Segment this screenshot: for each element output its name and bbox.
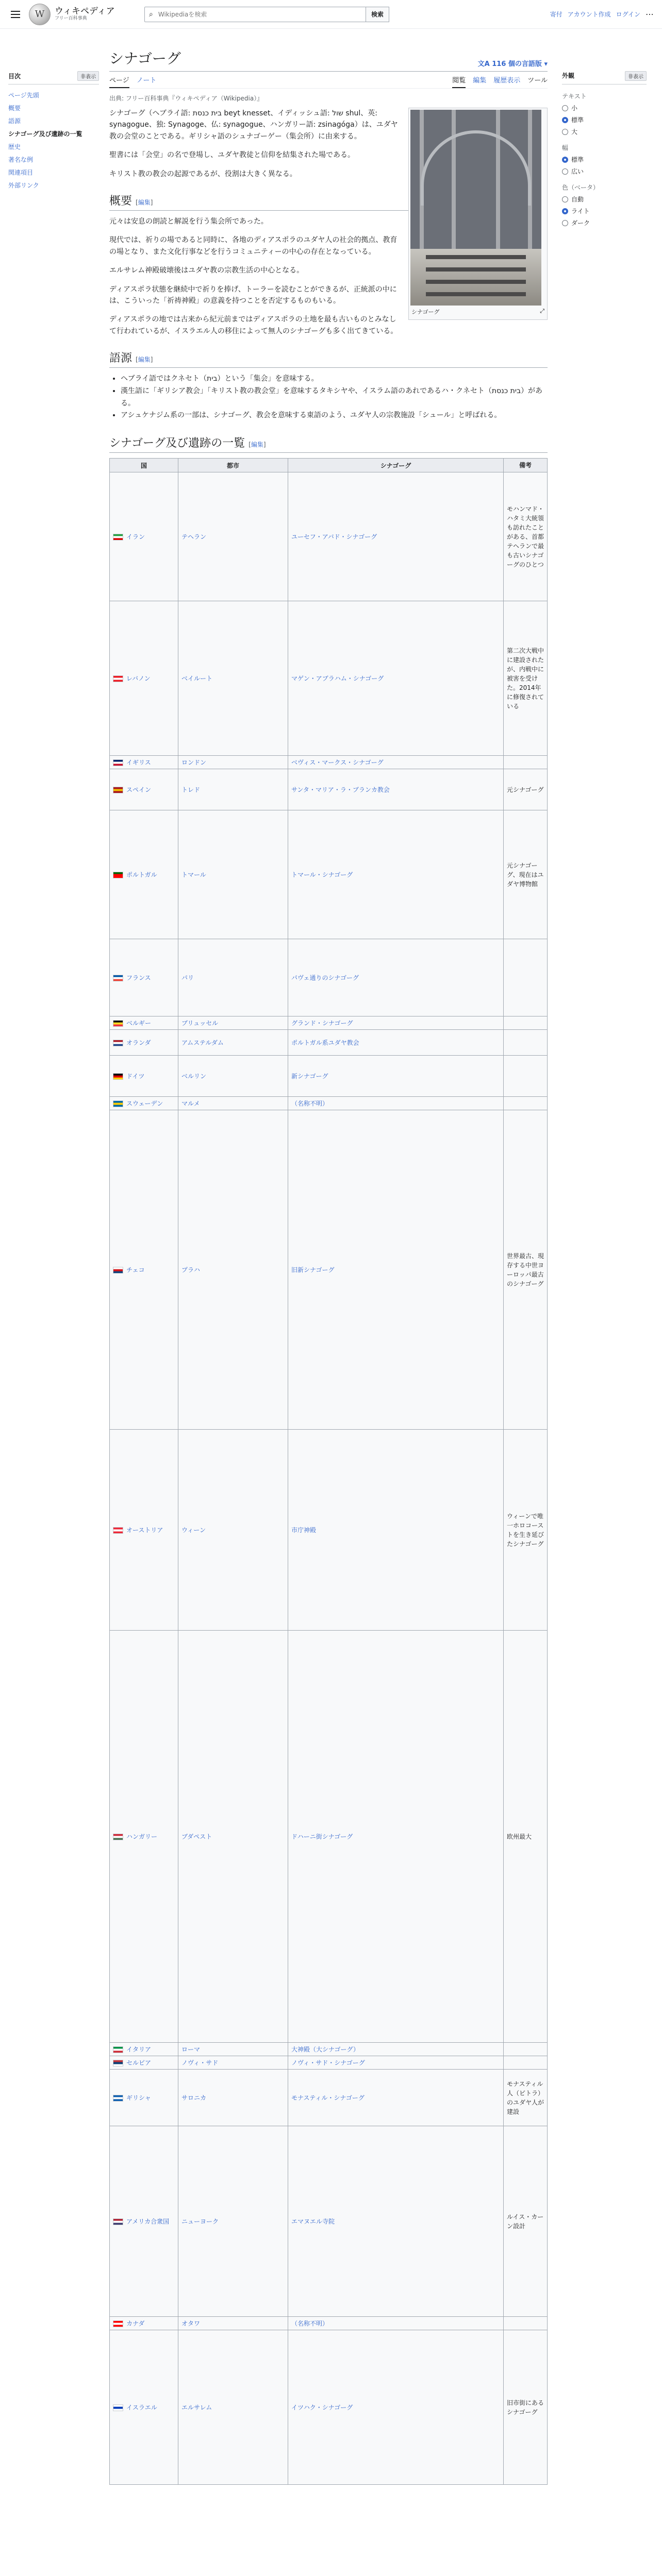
table-row bbox=[110, 1097, 548, 1110]
source-line: 出典: フリー百科事典『ウィキペディア（Wikipedia）』 bbox=[109, 95, 263, 102]
table-row bbox=[110, 2056, 548, 2070]
country-flag-icon bbox=[113, 2404, 123, 2411]
synagogue-cell bbox=[288, 601, 504, 756]
toc-title: 目次 bbox=[8, 73, 21, 80]
country-link[interactable]: ギリシャ bbox=[126, 2094, 151, 2102]
synagogue-link[interactable]: マゲン・アブラハム・シナゴーグ bbox=[291, 675, 384, 683]
tab-page[interactable]: ページ bbox=[109, 75, 129, 88]
country-link[interactable]: ドイツ bbox=[126, 1073, 145, 1080]
column-header-country[interactable]: 国 bbox=[110, 459, 178, 472]
article-content bbox=[109, 29, 548, 2485]
country-link[interactable]: イスラエル bbox=[126, 2404, 157, 2412]
synagogue-table bbox=[109, 458, 548, 2485]
synagogue-cell bbox=[288, 1110, 504, 1430]
country-flag-icon bbox=[113, 1834, 123, 1840]
width-wide-option[interactable]: 広い bbox=[562, 167, 647, 176]
page-tabs bbox=[109, 72, 548, 89]
section-etymology-heading: 語源 [編集] bbox=[109, 349, 548, 368]
synagogue-cell bbox=[288, 810, 504, 939]
city-link[interactable]: オタワ bbox=[181, 2320, 201, 2328]
table-row bbox=[110, 1056, 548, 1097]
synagogue-cell bbox=[288, 2126, 504, 2317]
width-label: 幅 bbox=[562, 144, 569, 151]
city-cell bbox=[178, 2056, 288, 2070]
synagogue-link[interactable]: グランド・シナゴーグ bbox=[291, 1020, 353, 1027]
city-link[interactable]: ブダペスト bbox=[181, 1833, 212, 1841]
country-link[interactable]: オーストリア bbox=[126, 1527, 163, 1534]
table-row bbox=[110, 2126, 548, 2317]
country-link[interactable]: イラン bbox=[126, 533, 145, 541]
country-cell bbox=[110, 2330, 178, 2485]
city-cell bbox=[178, 2126, 288, 2317]
country-flag-icon bbox=[113, 1100, 123, 1107]
city-cell bbox=[178, 1430, 288, 1631]
color-label: 色（ベータ） bbox=[562, 184, 600, 191]
image-caption: シナゴーグ bbox=[411, 309, 440, 315]
list-item: • 漢生語に「ギリシア教会」「キリスト教の教会堂」を意味するタキシヤや、イスラム語のあれであるハ・クネセト（בית כנסת）がある。 bbox=[121, 385, 548, 410]
country-flag-icon bbox=[113, 1527, 123, 1534]
site-logo[interactable] bbox=[29, 4, 132, 25]
synagogue-cell bbox=[288, 1056, 504, 1097]
synagogue-cell bbox=[288, 1631, 504, 2043]
tab-history[interactable]: 履歴表示 bbox=[493, 77, 521, 84]
table-row bbox=[110, 2043, 548, 2056]
city-cell bbox=[178, 1016, 288, 1030]
country-link[interactable]: カナダ bbox=[126, 2320, 145, 2328]
city-cell bbox=[178, 939, 288, 1016]
synagogue-photo[interactable] bbox=[410, 110, 541, 306]
table-row bbox=[110, 769, 548, 810]
search-box bbox=[144, 7, 366, 22]
city-cell bbox=[178, 756, 288, 769]
table-row bbox=[110, 2330, 548, 2485]
synagogue-cell bbox=[288, 2330, 504, 2485]
logo-subtitle: フリー百科事典 bbox=[55, 15, 87, 21]
search-button[interactable]: 検索 bbox=[366, 7, 389, 22]
notes-cell: モハンマド・ハタミ大統領も訪れたことがある、首都テヘランで最も古いシナゴーグのひとつ bbox=[504, 472, 548, 601]
edit-list-link[interactable]: 編集 bbox=[251, 441, 263, 449]
notes-cell: 第二次大戦中に建設されたが、内戦中に被害を受けた。2014年に修復されている bbox=[504, 601, 548, 756]
country-link[interactable]: フランス bbox=[126, 974, 151, 982]
synagogue-link[interactable]: サンタ・マリア・ラ・ブランカ教会 bbox=[291, 786, 390, 794]
synagogue-link[interactable]: モナスティル・シナゴーグ bbox=[291, 2094, 365, 2102]
country-flag-icon bbox=[113, 2095, 123, 2102]
column-header-synagogue[interactable]: シナゴーグ bbox=[288, 459, 504, 472]
city-link[interactable]: アムステルダム bbox=[181, 1039, 224, 1047]
synagogue-link[interactable]: トマール・シナゴーグ bbox=[291, 871, 353, 879]
synagogue-cell bbox=[288, 472, 504, 601]
notes-cell bbox=[504, 2056, 548, 2070]
donate-link[interactable]: 寄付 bbox=[550, 11, 562, 18]
edit-overview-link[interactable]: 編集 bbox=[138, 198, 151, 206]
city-link[interactable]: サロニカ bbox=[181, 2094, 207, 2102]
table-row bbox=[110, 1110, 548, 1430]
column-header-city[interactable]: 都市 bbox=[178, 459, 288, 472]
header bbox=[0, 0, 662, 29]
city-cell bbox=[178, 601, 288, 756]
country-flag-icon bbox=[113, 1020, 123, 1027]
table-row bbox=[110, 756, 548, 769]
tab-talk[interactable]: ノート bbox=[136, 77, 157, 84]
city-link[interactable]: ノヴィ・サド bbox=[181, 2059, 219, 2067]
country-cell bbox=[110, 1030, 178, 1056]
notes-cell: モナスティル人（ビトラ）のユダヤ人が建設 bbox=[504, 2070, 548, 2126]
synagogue-link[interactable]: 新シナゴーグ bbox=[291, 1073, 328, 1080]
country-flag-icon bbox=[113, 787, 123, 793]
notes-cell bbox=[504, 1097, 548, 1110]
synagogue-link[interactable]: ノヴィ・サド・シナゴーグ bbox=[291, 2059, 365, 2067]
city-cell bbox=[178, 2317, 288, 2330]
synagogue-cell bbox=[288, 1097, 504, 1110]
country-cell bbox=[110, 2317, 178, 2330]
country-link[interactable]: スウェーデン bbox=[126, 1100, 163, 1108]
city-cell bbox=[178, 2070, 288, 2126]
wikipedia-globe-icon: W bbox=[29, 4, 51, 25]
notes-cell: ルイス・カーン設計 bbox=[504, 2126, 548, 2317]
toc-item-history[interactable]: 歴史 bbox=[8, 143, 21, 150]
city-link[interactable]: トレド bbox=[181, 786, 201, 794]
country-cell bbox=[110, 2070, 178, 2126]
notes-cell bbox=[504, 939, 548, 1016]
country-link[interactable]: ハンガリー bbox=[126, 1833, 158, 1841]
user-links bbox=[550, 9, 654, 19]
notes-cell: 元シナゴーグ、現在はユダヤ博物館 bbox=[504, 810, 548, 939]
main-menu-icon[interactable] bbox=[8, 7, 23, 22]
more-options-icon[interactable]: ⋯ bbox=[646, 9, 654, 19]
tab-tools[interactable]: ツール bbox=[527, 77, 548, 84]
table-row bbox=[110, 601, 548, 756]
toc-item-overview[interactable]: 概要 bbox=[8, 105, 21, 112]
notes-cell: 旧市街にあるシナゴーグ bbox=[504, 2330, 548, 2485]
toc-item-external[interactable]: 外部リンク bbox=[8, 182, 39, 189]
city-cell bbox=[178, 472, 288, 601]
city-link[interactable]: ロンドン bbox=[181, 759, 207, 767]
synagogue-cell bbox=[288, 2317, 504, 2330]
synagogue-cell bbox=[288, 2056, 504, 2070]
country-cell bbox=[110, 601, 178, 756]
country-flag-icon bbox=[113, 2320, 123, 2327]
notes-cell bbox=[504, 1030, 548, 1056]
country-flag-icon bbox=[113, 872, 123, 878]
overview-paragraph-1: 元々は安息の朗読と解説を行う集会所であった。 bbox=[109, 217, 268, 226]
synagogue-cell bbox=[288, 939, 504, 1016]
notes-cell bbox=[504, 2043, 548, 2056]
synagogue-link[interactable]: イツハク・シナゴーグ bbox=[291, 2404, 353, 2412]
color-dark-option[interactable]: ダーク bbox=[562, 218, 647, 227]
city-link[interactable]: ニューヨーク bbox=[181, 2218, 219, 2226]
country-link[interactable]: ポルトガル bbox=[126, 871, 157, 879]
synagogue-link[interactable]: エマヌエル寺院 bbox=[291, 2218, 335, 2226]
text-size-label: テキスト bbox=[562, 93, 587, 100]
country-cell bbox=[110, 1056, 178, 1097]
city-cell bbox=[178, 810, 288, 939]
intro-paragraph-3: キリスト教の教会の起源であるが、役割は大きく異なる。 bbox=[109, 170, 297, 178]
synagogue-cell bbox=[288, 2043, 504, 2056]
city-cell bbox=[178, 2330, 288, 2485]
appearance-panel bbox=[562, 29, 647, 2485]
city-link[interactable]: トマール bbox=[181, 871, 206, 879]
country-flag-icon bbox=[113, 675, 123, 682]
country-flag-icon bbox=[113, 1073, 123, 1080]
intro-paragraph-2: 聖書には「会堂」の名で登場し、ユダヤ教徒と信仰を結集された場である。 bbox=[109, 151, 355, 160]
search-form bbox=[144, 7, 389, 22]
country-cell bbox=[110, 472, 178, 601]
language-button[interactable]: 文A 116 個の言語版 ▾ bbox=[477, 60, 548, 68]
enlarge-icon[interactable]: ⤢ bbox=[540, 308, 544, 314]
country-link[interactable]: レバノン bbox=[126, 675, 151, 683]
notes-cell: ウィーンで唯一ホロコーストを生き延びたシナゴーグ bbox=[504, 1430, 548, 1631]
notes-cell: 欧州最大 bbox=[504, 1631, 548, 2043]
city-link[interactable]: ブリュッセル bbox=[181, 1020, 219, 1027]
text-standard-option[interactable]: 標準 bbox=[562, 115, 647, 124]
create-account-link[interactable]: アカウント作成 bbox=[567, 11, 611, 18]
country-flag-icon bbox=[113, 2218, 123, 2225]
synagogue-cell bbox=[288, 1430, 504, 1631]
overview-paragraph-2: 現代では、祈りの場であると同時に、各地のディアスポラのユダヤ人の社会的拠点、教育の場となり、また文化行事などを行うコミュニティーの中心の存在となっている。 bbox=[109, 236, 398, 256]
toc-item-list-active[interactable]: シナゴーグ及び遺跡の一覧 bbox=[8, 130, 82, 138]
city-cell bbox=[178, 1030, 288, 1056]
country-link[interactable]: スペイン bbox=[126, 786, 152, 794]
country-cell bbox=[110, 756, 178, 769]
color-light-option[interactable]: ライト bbox=[562, 207, 647, 215]
notes-cell bbox=[504, 1056, 548, 1097]
synagogue-cell bbox=[288, 756, 504, 769]
intro-paragraph-1: シナゴーグ（ヘブライ語: בית כנסת beyt knesset、イディッシュ語: שול shul、英: synagogue、独: Synagoge、仏: synagogue、ハンガリー語: zsinagóga）は、ユダヤ教の会堂のことである。ギリシャ語のシュナゴーゲー（集会所）に由来する。 bbox=[109, 109, 398, 141]
section-list-heading: シナゴーグ及び遺跡の一覧 [編集] bbox=[109, 434, 548, 453]
country-cell bbox=[110, 2043, 178, 2056]
table-row bbox=[110, 2070, 548, 2126]
city-link[interactable]: ローマ bbox=[181, 2046, 201, 2054]
overview-paragraph-3: エルサレム神殿破壊後はユダヤ教の宗教生活の中心となる。 bbox=[109, 266, 304, 275]
toc-item-etymology[interactable]: 語源 bbox=[8, 117, 21, 125]
synagogue-link[interactable]: （名称不明） bbox=[291, 1100, 329, 1108]
synagogue-link[interactable]: ドハーニ街シナゴーグ bbox=[291, 1833, 353, 1841]
country-link[interactable]: イギリス bbox=[126, 759, 151, 767]
city-cell bbox=[178, 1056, 288, 1097]
width-standard-option[interactable]: 標準 bbox=[562, 155, 647, 164]
country-cell bbox=[110, 769, 178, 810]
table-row bbox=[110, 1016, 548, 1030]
synagogue-link[interactable]: パヴェ通りのシナゴーグ bbox=[291, 974, 359, 982]
color-auto-option[interactable]: 自動 bbox=[562, 195, 647, 204]
toc-item-related[interactable]: 関連項目 bbox=[8, 169, 34, 176]
country-link[interactable]: オランダ bbox=[126, 1039, 151, 1047]
country-flag-icon bbox=[113, 2046, 123, 2053]
section-overview-heading: 概要 [編集] bbox=[109, 192, 548, 211]
country-link[interactable]: イタリア bbox=[126, 2046, 152, 2054]
city-link[interactable]: パリ bbox=[181, 974, 194, 982]
toc-hide-button[interactable]: 非表示 bbox=[77, 71, 99, 81]
city-link[interactable]: エルサレム bbox=[181, 2404, 212, 2412]
appearance-hide-button[interactable]: 非表示 bbox=[625, 71, 647, 81]
country-flag-icon bbox=[113, 2060, 123, 2066]
list-item: • アシュケナジム系の一部は、シナゴーグ、教会を意味する東語のよう、ユダヤ人の宗教施設「シュール」と呼ばれる。 bbox=[121, 410, 548, 422]
city-link[interactable]: ベイルート bbox=[181, 675, 213, 683]
country-cell bbox=[110, 2126, 178, 2317]
synagogue-link[interactable]: 旧新シナゴーグ bbox=[291, 1266, 335, 1274]
country-link[interactable]: アメリカ合衆国 bbox=[126, 2218, 170, 2226]
search-input[interactable] bbox=[157, 10, 355, 19]
notes-cell bbox=[504, 756, 548, 769]
synagogue-link[interactable]: 市庁神殿 bbox=[291, 1527, 317, 1534]
country-cell bbox=[110, 1097, 178, 1110]
city-link[interactable]: テヘラン bbox=[181, 533, 207, 541]
synagogue-cell bbox=[288, 1030, 504, 1056]
search-icon: ⌕ bbox=[149, 10, 153, 19]
synagogue-cell bbox=[288, 2070, 504, 2126]
toc-item-notable[interactable]: 著名な例 bbox=[8, 156, 34, 163]
etymology-list bbox=[109, 373, 548, 422]
appearance-title: 外観 bbox=[562, 72, 575, 79]
city-link[interactable]: ウィーン bbox=[181, 1527, 206, 1534]
edit-etymology-link[interactable]: 編集 bbox=[138, 356, 151, 364]
text-large-option[interactable]: 大 bbox=[562, 127, 647, 136]
country-flag-icon bbox=[113, 1040, 123, 1046]
login-link[interactable]: ログイン bbox=[616, 11, 640, 18]
list-item: • ヘブライ語ではクネセト（בית）という「集会」を意味する。 bbox=[121, 373, 548, 385]
country-cell bbox=[110, 1016, 178, 1030]
city-link[interactable]: ベルリン bbox=[181, 1073, 207, 1080]
city-cell bbox=[178, 1110, 288, 1430]
logo-title: ウィキペディア bbox=[55, 6, 115, 17]
synagogue-link[interactable]: （名称不明） bbox=[291, 2320, 329, 2328]
country-link[interactable]: セルビア bbox=[126, 2059, 152, 2067]
infobox-image bbox=[408, 108, 548, 320]
tab-read[interactable]: 閲覧 bbox=[452, 75, 466, 88]
overview-paragraph-4: ディアスポラ状態を継続中で祈りを捧げ、トーラーを読むことができるが、正統派の中には、こういった「祈祷神殿」の意義を持つことを否定するものもいる。 bbox=[109, 285, 397, 305]
table-of-contents bbox=[8, 29, 99, 2485]
city-link[interactable]: プラハ bbox=[181, 1266, 201, 1274]
city-cell bbox=[178, 769, 288, 810]
country-cell bbox=[110, 810, 178, 939]
overview-paragraph-5: ディアスポラの地では古来から紀元前まではディアスポラの土地を最も古いものとみなして行われているが、イスラエル人の移住によって無人のシナゴーグも多く出てきている。 bbox=[109, 315, 398, 335]
table-row bbox=[110, 1631, 548, 2043]
country-flag-icon bbox=[113, 534, 123, 540]
country-flag-icon bbox=[113, 1267, 123, 1274]
notes-cell bbox=[504, 1016, 548, 1030]
notes-cell: 世界最古、現存する中世ヨーロッパ最古のシナゴーグ bbox=[504, 1110, 548, 1430]
table-row bbox=[110, 1030, 548, 1056]
notes-cell bbox=[504, 2317, 548, 2330]
synagogue-link[interactable]: ユーセフ・アバド・シナゴーグ bbox=[291, 533, 377, 541]
toc-item-top[interactable]: ページ先頭 bbox=[8, 92, 39, 99]
synagogue-link[interactable]: 大神殿（大シナゴーグ） bbox=[291, 2046, 359, 2054]
country-flag-icon bbox=[113, 975, 123, 981]
page-title: シナゴーグ bbox=[109, 50, 181, 67]
table-row bbox=[110, 939, 548, 1016]
tab-edit[interactable]: 編集 bbox=[473, 77, 487, 84]
city-cell bbox=[178, 1097, 288, 1110]
country-cell bbox=[110, 2056, 178, 2070]
table-row bbox=[110, 1430, 548, 1631]
city-cell bbox=[178, 1631, 288, 2043]
notes-cell: 元シナゴーグ bbox=[504, 769, 548, 810]
country-cell bbox=[110, 1430, 178, 1631]
city-cell bbox=[178, 2043, 288, 2056]
table-row bbox=[110, 810, 548, 939]
country-cell bbox=[110, 1631, 178, 2043]
column-header-notes[interactable]: 備考 bbox=[504, 459, 548, 472]
synagogue-cell bbox=[288, 1016, 504, 1030]
country-cell bbox=[110, 939, 178, 1016]
table-row bbox=[110, 472, 548, 601]
synagogue-cell bbox=[288, 769, 504, 810]
table-row bbox=[110, 2317, 548, 2330]
synagogue-link[interactable]: ベヴィス・マークス・シナゴーグ bbox=[291, 759, 384, 767]
synagogue-link[interactable]: ポルトガル系ユダヤ教会 bbox=[291, 1039, 359, 1047]
country-cell bbox=[110, 1110, 178, 1430]
city-link[interactable]: マルメ bbox=[181, 1100, 200, 1108]
country-link[interactable]: ベルギー bbox=[126, 1020, 152, 1027]
text-small-option[interactable]: 小 bbox=[562, 104, 647, 112]
country-link[interactable]: チェコ bbox=[126, 1266, 145, 1274]
country-flag-icon bbox=[113, 759, 123, 766]
